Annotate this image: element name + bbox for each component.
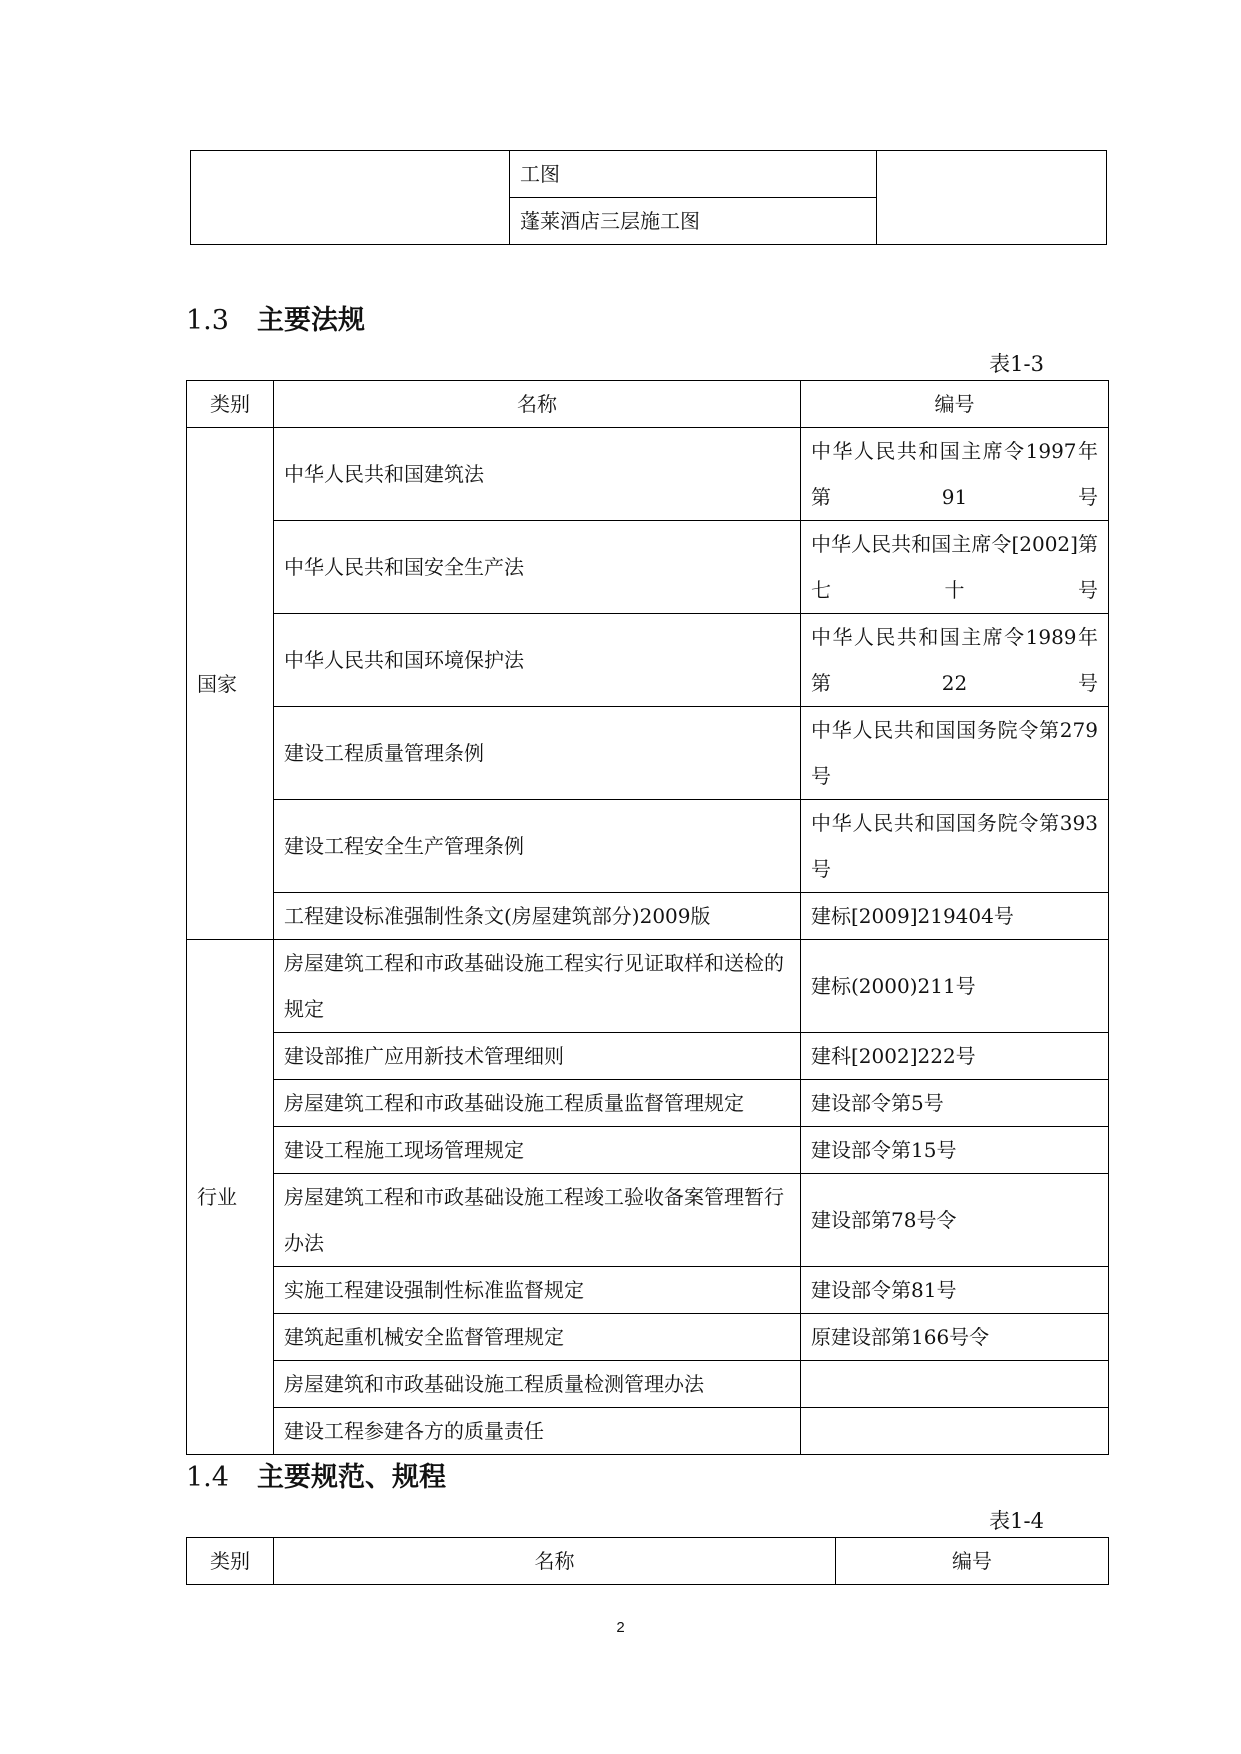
regulation-name: 建设部推广应用新技术管理细则 bbox=[274, 1033, 801, 1080]
regulation-name: 建设工程质量管理条例 bbox=[274, 707, 801, 800]
category-cell: 国家 bbox=[187, 428, 274, 940]
top-table bbox=[190, 150, 1107, 245]
header-name: 名称 bbox=[274, 381, 801, 428]
regulation-name: 中华人民共和国建筑法 bbox=[274, 428, 801, 521]
header-code: 编号 bbox=[836, 1538, 1109, 1585]
regulation-name: 建设工程参建各方的质量责任 bbox=[274, 1408, 801, 1455]
table-label-1-4: 表1-4 bbox=[989, 1509, 1044, 1533]
top-table-cell: 蓬莱酒店三层施工图 bbox=[510, 198, 877, 245]
regulation-name: 建设工程施工现场管理规定 bbox=[274, 1127, 801, 1174]
regulation-code: 建设部令第81号 bbox=[801, 1267, 1109, 1314]
top-table-empty-cell bbox=[877, 151, 1107, 245]
section-number: 1.4 bbox=[186, 1462, 229, 1493]
regulation-code: 中华人民共和国国务院令第279号 bbox=[801, 707, 1109, 800]
top-table-cell: 工图 bbox=[510, 151, 877, 198]
regulation-code: 中华人民共和国主席令1997年第91号 bbox=[801, 428, 1109, 521]
regulation-code: 中华人民共和国主席令1989年第22号 bbox=[801, 614, 1109, 707]
regulation-code: 中华人民共和国主席令[2002]第七十号 bbox=[801, 521, 1109, 614]
regulation-name: 实施工程建设强制性标准监督规定 bbox=[274, 1267, 801, 1314]
section-title: 主要法规 bbox=[256, 305, 365, 336]
regulation-code bbox=[801, 1361, 1109, 1408]
header-code: 编号 bbox=[801, 381, 1109, 428]
regulation-code: 中华人民共和国国务院令第393号 bbox=[801, 800, 1109, 893]
regulation-name: 建筑起重机械安全监督管理规定 bbox=[274, 1314, 801, 1361]
regulation-name: 房屋建筑工程和市政基础设施工程实行见证取样和送检的规定 bbox=[274, 940, 801, 1033]
section-number: 1.3 bbox=[186, 305, 229, 336]
regulation-code bbox=[801, 1408, 1109, 1455]
top-table-empty-cell bbox=[191, 151, 510, 245]
regulation-name: 中华人民共和国环境保护法 bbox=[274, 614, 801, 707]
regulation-name: 房屋建筑工程和市政基础设施工程质量监督管理规定 bbox=[274, 1080, 801, 1127]
regulation-name: 房屋建筑和市政基础设施工程质量检测管理办法 bbox=[274, 1361, 801, 1408]
regulation-code: 建标[2009]219404号 bbox=[801, 893, 1109, 940]
header-category: 类别 bbox=[187, 381, 274, 428]
regulation-code: 建设部第78号令 bbox=[801, 1174, 1109, 1267]
regulation-code: 建标(2000)211号 bbox=[801, 940, 1109, 1033]
category-cell: 行业 bbox=[187, 940, 274, 1455]
regulation-name: 工程建设标准强制性条文(房屋建筑部分)2009版 bbox=[274, 893, 801, 940]
regulation-code: 建科[2002]222号 bbox=[801, 1033, 1109, 1080]
page-number: 2 bbox=[616, 1619, 625, 1636]
regulation-name: 中华人民共和国安全生产法 bbox=[274, 521, 801, 614]
header-category: 类别 bbox=[187, 1538, 274, 1585]
header-name: 名称 bbox=[274, 1538, 836, 1585]
standards-table bbox=[186, 1537, 1109, 1585]
regulation-code: 建设部令第15号 bbox=[801, 1127, 1109, 1174]
section-heading-1-4 bbox=[186, 1455, 446, 1494]
table-label-1-3: 表1-3 bbox=[989, 352, 1044, 376]
section-title: 主要规范、规程 bbox=[256, 1462, 446, 1493]
regulation-name: 建设工程安全生产管理条例 bbox=[274, 800, 801, 893]
regulation-code: 建设部令第5号 bbox=[801, 1080, 1109, 1127]
regulation-name: 房屋建筑工程和市政基础设施工程竣工验收备案管理暂行办法 bbox=[274, 1174, 801, 1267]
regulation-code: 原建设部第166号令 bbox=[801, 1314, 1109, 1361]
section-heading-1-3 bbox=[186, 298, 365, 337]
regulations-table bbox=[186, 380, 1109, 1455]
